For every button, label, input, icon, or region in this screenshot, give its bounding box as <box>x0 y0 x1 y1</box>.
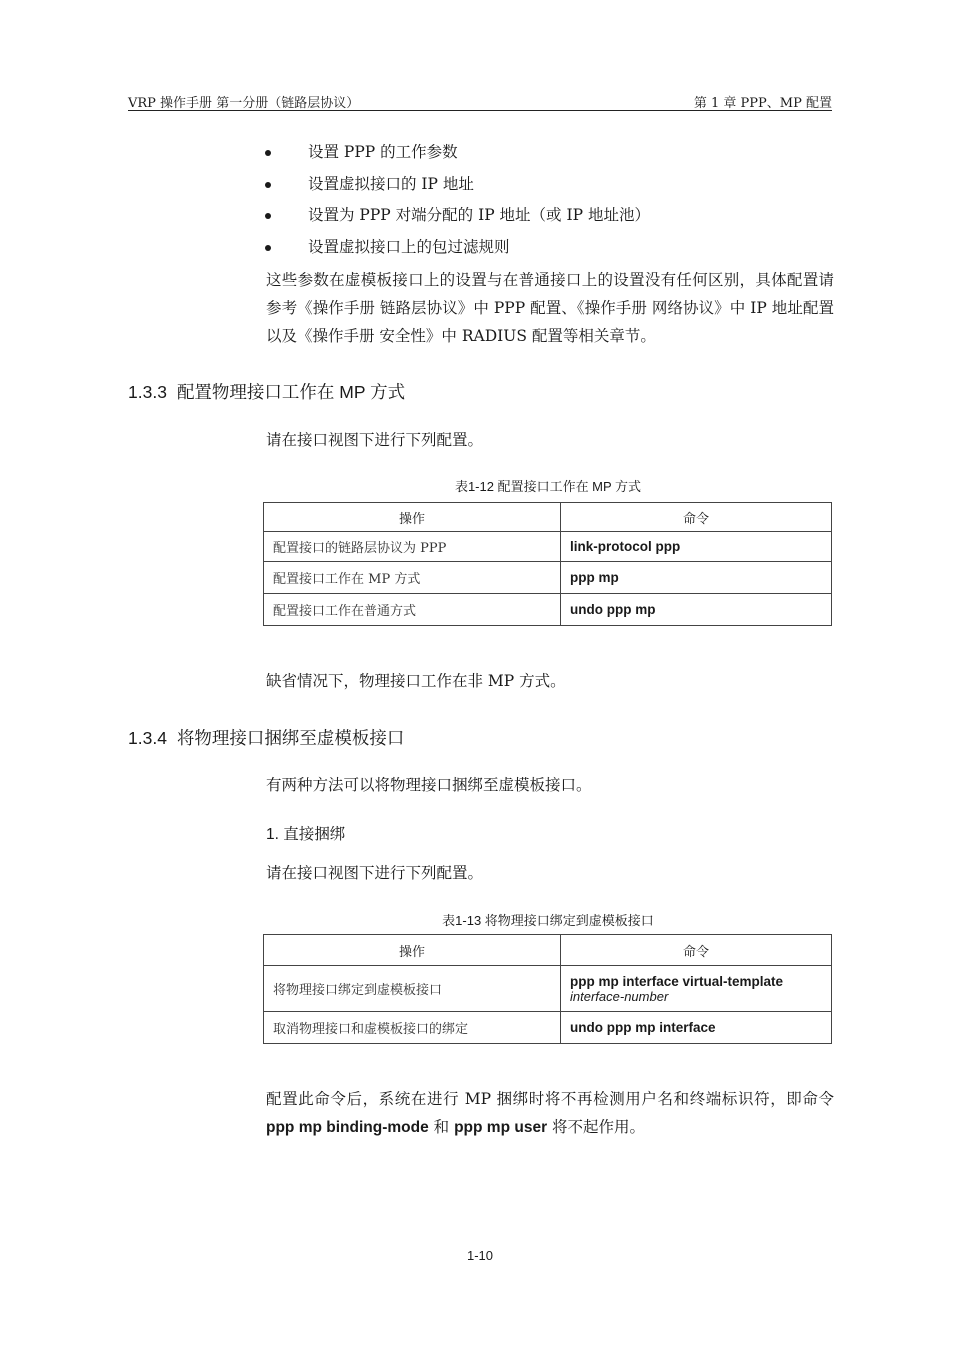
table-row <box>264 562 832 594</box>
command-argument: interface-number <box>570 988 669 1004</box>
header-left: VRP 操作手册 第一分册（链路层协议） <box>128 96 360 111</box>
command-ref-binding-mode: ppp mp binding-mode <box>266 1119 429 1136</box>
list-item: 设置虚拟接口上的包过滤规则 <box>262 235 842 267</box>
column-header-operation: 操作 <box>264 503 561 532</box>
table-row <box>264 594 832 626</box>
header-rule <box>128 110 832 111</box>
operation-cell: 配置接口的链路层协议为 PPP <box>264 532 561 562</box>
closing-paragraph: 配置此命令后，系统在进行 MP 捆绑时将不再检测用户名和终端标识符，即命令 ppp mp binding-mode 和 ppp mp user 将不起作用。 <box>266 1090 834 1136</box>
column-header-operation: 操作 <box>264 935 561 966</box>
header-right: 第 1 章 PPP、MP 配置 <box>693 96 832 111</box>
table-header-row <box>264 503 832 532</box>
list-item: 设置虚拟接口的 IP 地址 <box>262 172 842 204</box>
page-header <box>128 90 832 110</box>
bullet-icon <box>265 213 271 219</box>
command-text: ppp mp interface virtual-template <box>570 973 784 989</box>
list-item: 设置为 PPP 对端分配的 IP 地址（或 IP 地址池） <box>262 203 842 235</box>
command-ref-mp-user: ppp mp user <box>454 1119 548 1136</box>
table-caption-1-13: 表1-13 将物理接口绑定到虚模板接口 <box>442 913 654 928</box>
operation-cell: 取消物理接口和虚模板接口的绑定 <box>264 1012 561 1044</box>
command-cell: ppp mp <box>561 562 832 594</box>
command-cell: link-protocol ppp <box>561 532 832 562</box>
table-row <box>264 1012 832 1044</box>
bullet-icon <box>265 182 271 188</box>
default-note: 缺省情况下，物理接口工作在非 MP 方式。 <box>266 672 566 690</box>
column-header-command: 命令 <box>561 935 832 966</box>
page-number: 1-10 <box>466 1248 494 1263</box>
command-cell <box>561 966 832 1012</box>
section-134-lead: 有两种方法可以将物理接口捆绑至虚模板接口。 <box>266 776 592 794</box>
table-row <box>264 966 832 1012</box>
command-cell: undo ppp mp <box>561 594 832 626</box>
table-caption-1-12: 表1-12 配置接口工作在 MP 方式 <box>454 479 642 494</box>
config-table-1-13 <box>263 934 832 1044</box>
operation-cell: 配置接口工作在 MP 方式 <box>264 562 561 594</box>
operation-cell: 将物理接口绑定到虚模板接口 <box>264 966 561 1012</box>
bullet-icon <box>265 245 271 251</box>
bullet-icon <box>265 150 271 156</box>
command-cell: undo ppp mp interface <box>561 1012 832 1044</box>
section-heading-1-3-3: 1.3.3 配置物理接口工作在 MP 方式 <box>128 382 406 402</box>
config-table-1-12 <box>263 502 832 626</box>
column-header-command: 命令 <box>561 503 832 532</box>
operation-cell: 配置接口工作在普通方式 <box>264 594 561 626</box>
subsection-heading-direct-binding: 1. 直接捆绑 <box>266 826 346 843</box>
list-item: 设置 PPP 的工作参数 <box>262 140 842 172</box>
table-row <box>264 532 832 562</box>
section-133-lead: 请在接口视图下进行下列配置。 <box>266 431 484 449</box>
table-header-row <box>264 935 832 966</box>
section-heading-1-3-4: 1.3.4 将物理接口捆绑至虚模板接口 <box>128 728 405 748</box>
subsection-lead: 请在接口视图下进行下列配置。 <box>266 864 484 882</box>
intro-paragraph: 这些参数在虚模板接口上的设置与在普通接口上的设置没有任何区别，具体配置请参考《操作手册 链路层协议》中 PPP 配置、《操作手册 网络协议》中 IP 地址配置以及《操作手册 安全性》中 RADIUS 配置等相关章节。 <box>266 271 834 345</box>
bullet-list <box>262 140 842 266</box>
